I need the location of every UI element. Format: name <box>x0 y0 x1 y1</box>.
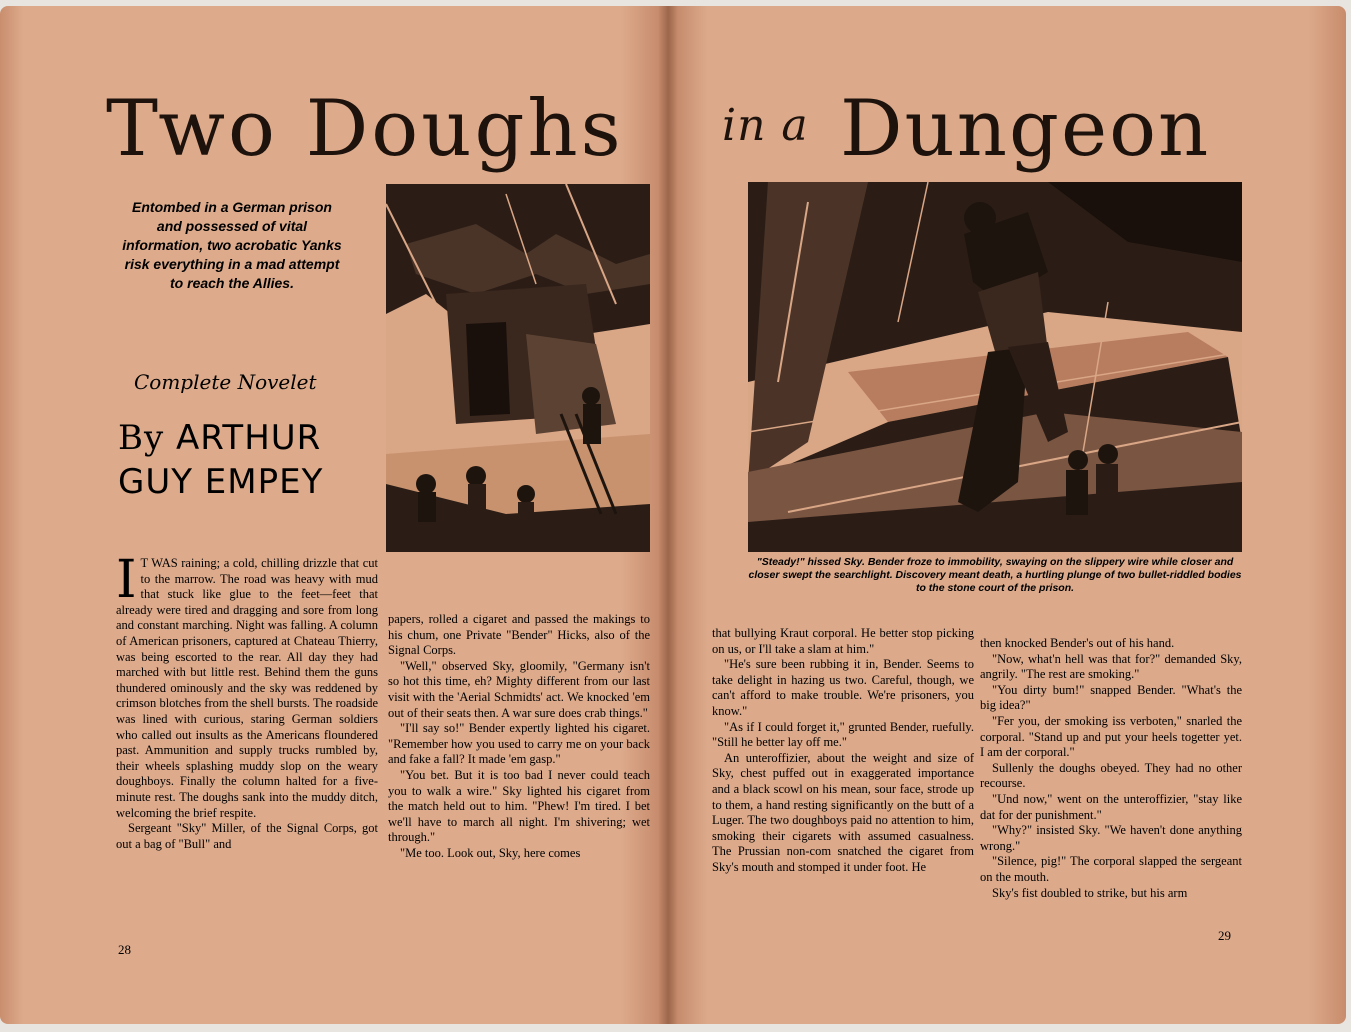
story-title-connector: in a <box>722 100 809 151</box>
paragraph: Sergeant "Sky" Miller, of the Signal Corps, got out a bag of "Bull" and <box>116 821 378 851</box>
paragraph: "Now, what'n hell was that for?" demanded Sky, angrily. "The rest are smoking." <box>980 651 1242 682</box>
illustration-prisoners-march <box>386 184 650 552</box>
paragraph: then knocked Bender's out of his hand. <box>980 636 1175 650</box>
text-column-right-2 <box>980 636 1242 901</box>
paragraph-text: T WAS raining; a cold, chilling drizzle that cut to the marrow. The road was heavy with mud that stuck like glue to the feet—feet that already were tired and dragging and sore from long and constant marching. Night was falling. A column of American prisoners, captured at Chateau Thierry, was being escorted to the rear. All day they had marched with but little rest. Behind them the guns thundered ominously and the sky was reddened by crimson blotches from the shell bursts. The roadside was lined with curious, staring German soldiers who called out insults as the Americans floundered past. Ammunition and supply trucks rumbled by, their wheels splashing muddy slop on the weary doughboys. Finally the column halted for a five-minute rest. The doughs sank into the muddy ditch, welcoming the brief respite. <box>116 556 378 820</box>
paragraph: An unteroffizier, about the weight and size of Sky, chest puffed out in exaggerated importance and a black scowl on his mean, sour face, strode up to them, a hand resting significantly on the butt of a Luger. The two doughboys paid no attention to him, smoking their cigarets with assumed casualness. The Prussian non-com snatched the cigaret from Sky's mouth and stomped it under foot. He <box>712 750 974 874</box>
paragraph: "You dirty bum!" snapped Bender. "What's the big idea?" <box>980 682 1242 713</box>
paragraph <box>116 550 378 821</box>
story-kicker: Complete Novelet <box>134 370 317 394</box>
page-number-right: 29 <box>1218 928 1231 943</box>
story-title-right: Dungeon <box>840 84 1211 174</box>
paragraph: "Silence, pig!" The corporal slapped the sergeant on the mouth. <box>980 854 1242 884</box>
illustration-right-art <box>748 182 1242 552</box>
illustration-caption: "Steady!" hissed Sky. Bender froze to immobility, swaying on the slippery wire while closer and closer swept the searchlight. Discovery meant death, a hurtling plunge of two bullet-riddled bodies to the stone court of the prison. <box>748 556 1242 594</box>
paragraph: "Fer you, der smoking iss verboten," snarled the corporal. "Stand up and put your heels togetter yet. I am der corporal." <box>980 713 1242 760</box>
illustration-wire-walk <box>748 182 1242 552</box>
text-column-left-2 <box>388 612 650 862</box>
byline-prefix: By <box>118 418 165 458</box>
text-column-left-1 <box>116 550 378 852</box>
paragraph: "You bet. But it is too bad I never could teach you to walk a wire." Sky lighted his cigaret from the match held out to him. "Phew! I'm tired. I bet we'll have to march all night. I'm shivering; wet through." <box>388 767 650 845</box>
byline-author-last: GUY EMPEY <box>118 462 324 502</box>
paragraph: "As if I could forget it," grunted Bender, ruefully. "Still he better lay off me." <box>712 719 974 750</box>
story-deck: Entombed in a German prison and possessed of vital information, two acrobatic Yanks risk everything in a mad attempt to reach the Allies. <box>122 199 342 291</box>
byline <box>118 416 380 504</box>
paragraph: Sullenly the doughs obeyed. They had no other recourse. <box>980 760 1242 791</box>
drop-cap: I <box>116 550 137 610</box>
paragraph: Sky's fist doubled to strike, but his arm <box>992 885 1188 900</box>
paragraph: "I'll say so!" Bender expertly lighted his cigaret. "Remember how you used to carry me on your back and fake a fall? It made 'em gasp." <box>388 721 650 767</box>
book-gutter <box>658 6 678 1024</box>
page-number-left: 28 <box>118 942 131 957</box>
paragraph: papers, rolled a cigaret and passed the makings to his chum, one Private "Bender" Hicks, also of the Signal Corps. <box>388 612 650 658</box>
story-title-left: Two Doughs <box>106 84 624 174</box>
byline-author-first: ARTHUR <box>176 418 322 458</box>
paragraph: "Well," observed Sky, gloomily, "Germany isn't so hot this time, eh? Mighty different from our last visit with the 'Aerial Schmidts' act. We knocked 'em out of their seats then. A war sure does crab things." <box>388 658 650 720</box>
paragraph: that bullying Kraut corporal. He better stop picking on us, or I'll take a slam at him." <box>712 626 974 656</box>
text-column-right-1 <box>712 626 974 876</box>
illustration-left-art <box>386 184 650 552</box>
paragraph: "Me too. Look out, Sky, here comes <box>400 845 581 860</box>
paragraph: "Und now," went on the unteroffizier, "stay like dat for der punishment." <box>980 791 1242 822</box>
paragraph: "Why?" insisted Sky. "We haven't done anything wrong." <box>980 823 1242 853</box>
paragraph: "He's sure been rubbing it in, Bender. Seems to take delight in hazing us two. Careful, though, we can't afford to make trouble. We're prisoners, you know." <box>712 657 974 718</box>
